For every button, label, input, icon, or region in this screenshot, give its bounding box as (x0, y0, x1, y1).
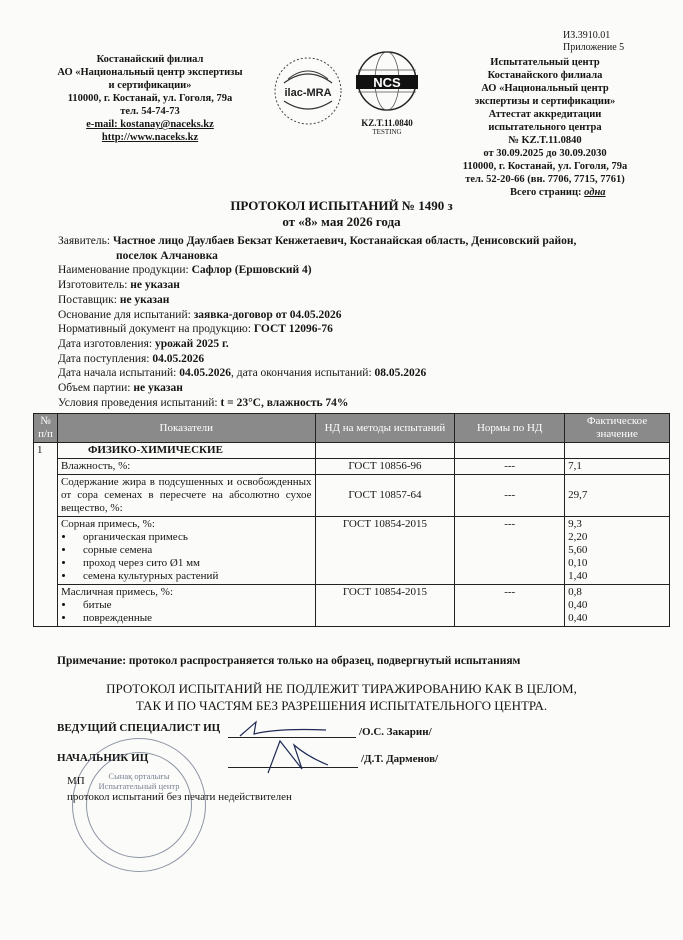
left-header (30, 53, 270, 144)
title-line2: от «8» мая 2026 года (282, 214, 401, 229)
header-line: тел. 54-74-73 (120, 106, 180, 117)
mfg-date-label: Дата изготовления: (58, 337, 153, 350)
section-title: ФИЗИКО-ХИМИЧЕСКИЕ (57, 443, 315, 459)
header-line: и сертификации» (108, 80, 192, 91)
protocol-fields (58, 234, 658, 410)
indicator-name: Содержание жира в подсушенных и освобожденных от сора семенах в пересчете на абсолютно сухое вещество, %: (57, 475, 315, 517)
results-table (33, 413, 670, 627)
supplier-label: Поставщик: (58, 293, 117, 306)
page-count-value: одна (584, 187, 606, 198)
sub-value: 5,60 (568, 544, 588, 556)
head-signature (258, 735, 338, 782)
warning-line1: ПРОТОКОЛ ИСПЫТАНИЙ НЕ ПОДЛЕЖИТ ТИРАЖИРОВАНИЮ КАК В ЦЕЛОМ, (106, 681, 577, 696)
product-label: Наименование продукции: (58, 264, 189, 277)
start-date-label: Дата начала испытаний: (58, 367, 177, 380)
applicant-value-cont: поселок Алчановка (116, 249, 218, 262)
batch-value: не указан (133, 382, 183, 395)
doc-code: ИЗ.3910.01 (563, 30, 611, 41)
conditions-label: Условия проведения испытаний: (58, 396, 218, 409)
head-label: НАЧАЛЬНИК ИЦ (57, 752, 149, 764)
normdoc-label: Нормативный документ на продукцию: (58, 323, 251, 336)
start-date-value: 04.05.2026 (179, 367, 231, 380)
norm-cell: --- (455, 459, 565, 475)
table-row (34, 585, 670, 627)
mp-label: МП (67, 775, 85, 787)
method-cell: ГОСТ 10857-64 (315, 475, 455, 517)
document-code (563, 30, 624, 54)
header-line: Аттестат аккредитации (488, 109, 602, 120)
testing-caption: TESTING (372, 128, 402, 136)
stamp-note: протокол испытаний без печати недействителен (67, 791, 292, 803)
normdoc-value: ГОСТ 12096-76 (253, 323, 333, 336)
lead-specialist-name: /О.С. Закарин/ (359, 726, 432, 738)
stamp-text: Сынақ орталығы Испытательный центр (98, 771, 180, 791)
section-num: 1 (34, 443, 58, 627)
table-header-row (34, 414, 670, 443)
header-line: тел. 52-20-66 (вн. 7706, 7715, 7761) (465, 174, 625, 185)
manufacturer-label: Изготовитель: (58, 279, 128, 292)
organization-stamp (72, 738, 206, 872)
header-line: 110000, г. Костанай, ул. Гоголя, 79а (67, 93, 233, 104)
right-header (440, 56, 650, 186)
value: 0,8 (568, 586, 582, 598)
ilac-mra-logo (272, 55, 344, 127)
table-row (34, 517, 670, 585)
ncs-logo-text: NCS (373, 75, 401, 90)
protocol-note: Примечание: протокол распространяется только на образец, подвергнутый испытаниям (57, 655, 521, 667)
indicator-name: Влажность, %: (57, 459, 315, 475)
sub-indicator: • семена культурных растений (75, 570, 312, 583)
indicator-name: Сорная примесь, %: (60, 518, 155, 530)
page-count-label: Всего страниц: (510, 187, 582, 198)
conditions-value: t = 23°С, влажность 74% (220, 396, 349, 409)
warning-line2: ТАК И ПО ЧАСТЯМ БЕЗ РАЗРЕШЕНИЯ ИСПЫТАТЕЛЬНОГО ЦЕНТРА. (135, 698, 548, 713)
basis-label: Основание для испытаний: (58, 308, 191, 321)
accreditation-code: KZ.T.11.0840 (361, 118, 413, 128)
table-row (34, 459, 670, 475)
sub-indicator: • битые (75, 599, 312, 612)
batch-label: Объем партии: (58, 382, 131, 395)
header-methods: НД на методы испытаний (315, 414, 455, 443)
manufacturer-value: не указан (130, 279, 180, 292)
indicator-name: Масличная примесь, %: (60, 586, 174, 598)
product-value: Сафлор (Ершовский 4) (191, 264, 312, 277)
sub-value: 2,20 (568, 531, 588, 543)
receipt-date-value: 04.05.2026 (152, 352, 205, 365)
value: 9,3 (568, 518, 582, 530)
header-line: экспертизы и сертификации» (474, 96, 616, 107)
section-row (34, 443, 670, 459)
applicant-value: Частное лицо Даулбаев Бекзат Кенжетаевич, Костанайская область, Денисовский район, (112, 235, 577, 247)
header-line: от 30.09.2025 до 30.09.2030 (483, 148, 607, 159)
indicator-cell (57, 585, 315, 627)
header-line: Костанайский филиал (96, 54, 204, 65)
lead-specialist-label: ВЕДУЩИЙ СПЕЦИАЛИСТ ИЦ (57, 722, 221, 734)
header-actual: Фактическое значение (565, 414, 670, 443)
header-line: 110000, г. Костанай, ул. Гоголя, 79а (462, 161, 628, 172)
header-indicators: Показатели (57, 414, 315, 443)
end-date-label: , дата окончания испытаний: (231, 367, 372, 380)
mfg-date-value: урожай 2025 г. (154, 337, 229, 350)
value-cell: 7,1 (565, 459, 670, 475)
page-count (510, 187, 606, 198)
email-link[interactable]: e-mail: kostanay@naceks.kz (86, 119, 214, 130)
website-link[interactable]: http://www.naceks.kz (101, 132, 199, 143)
supplier-value: не указан (119, 293, 170, 306)
sub-value: 1,40 (568, 570, 588, 582)
header-line: испытательного центра (488, 122, 602, 133)
header-line: Костанайского филиала (487, 70, 603, 81)
ilac-logo-text: ilac-MRA (284, 87, 332, 99)
sub-indicator: • поврежденные (75, 612, 312, 625)
method-cell: ГОСТ 10856-96 (315, 459, 455, 475)
header-line: № KZ.T.11.0840 (508, 135, 582, 146)
norm-cell: --- (455, 585, 565, 627)
protocol-title (0, 198, 683, 230)
end-date-value: 08.05.2026 (374, 367, 427, 380)
applicant-label: Заявитель: (58, 235, 111, 247)
indicator-cell (57, 517, 315, 585)
header-line: АО «Национальный центр экспертизы (57, 67, 243, 78)
value-cell: 29,7 (565, 475, 670, 517)
header-norms: Нормы по НД (455, 414, 565, 443)
value-cell (565, 585, 670, 627)
norm-cell: --- (455, 517, 565, 585)
receipt-date-label: Дата поступления: (58, 352, 150, 365)
appendix-label: Приложение 5 (563, 42, 625, 53)
sub-indicator: • проход через сито Ø1 мм (75, 557, 312, 570)
table-row (34, 475, 670, 517)
value-cell (565, 517, 670, 585)
sub-value: 0,10 (568, 557, 588, 569)
header-line: Испытательный центр (490, 57, 600, 68)
method-cell: ГОСТ 10854-2015 (315, 585, 455, 627)
title-line1: ПРОТОКОЛ ИСПЫТАНИЙ № 1490 з (230, 198, 453, 213)
method-cell: ГОСТ 10854-2015 (315, 517, 455, 585)
sub-value: 0,40 (568, 599, 588, 611)
copy-warning (0, 680, 683, 714)
basis-value: заявка-договор от 04.05.2026 (193, 308, 342, 321)
ncs-logo (352, 50, 422, 140)
sub-indicator: • органическая примесь (75, 531, 312, 544)
head-name: /Д.Т. Дарменов/ (361, 753, 439, 765)
sub-indicator: • сорные семена (75, 544, 312, 557)
header-num: № п/п (34, 414, 58, 443)
norm-cell: --- (455, 475, 565, 517)
header-line: АО «Национальный центр (481, 83, 609, 94)
sub-value: 0,40 (568, 612, 588, 624)
